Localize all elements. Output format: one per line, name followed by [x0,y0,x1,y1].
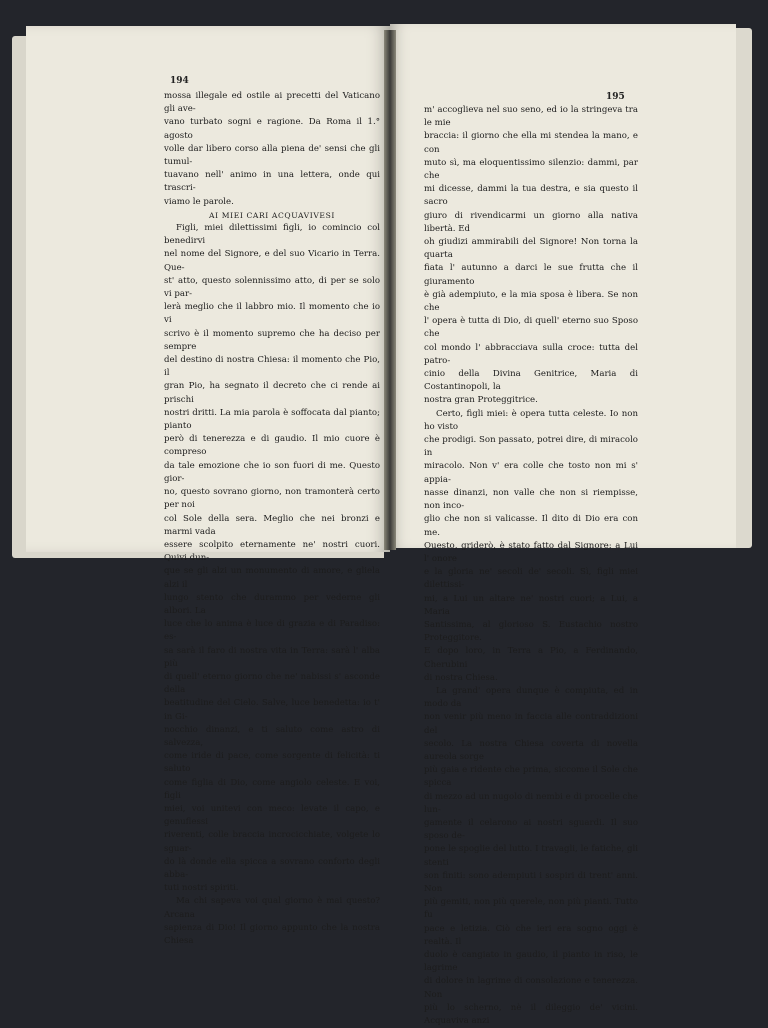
text-line: sa sarà il faro di nostra vita in Terra: sarà l' alba più [164,645,380,669]
text-line: nostri dritti. La mia parola è soffocata dal pianto; pianto [164,407,380,432]
text-line: come figlia di Dio, come angiolo celeste. E voi, figli [164,777,380,801]
text-line: sapienza di Dio! Il giorno appunto che la nostra Chiesa [164,922,380,946]
text-line: essere scolpito eternamente ne' nostri cuori. Quivi dun- [164,539,380,564]
text-line: miei, voi unitevi con meco: levate il capo, e genuflessi [164,803,380,828]
text-line: giuro di rivendicarmi un giorno alla nativa libertà. Ed [424,210,638,234]
right-page-number: 195 [606,92,625,102]
text-line: col mondo l' abbracciava sulla croce: tutta del patro- [424,342,638,366]
text-line: beatitudine del Cielo. Salve, luce benedetta: io t' in Gi- [164,698,380,722]
book-gutter [384,30,396,550]
text-line: l' opera è tutta di Dio, di quell' eterno suo Sposo che [424,316,638,340]
text-line: nel nome del Signore, e del suo Vicario in Terra. Que- [164,249,380,273]
text-line: riverenti, colle braccia incrocicchiate, volgete lo sguar- [164,830,380,854]
text-line: muto sì, ma eloquentissimo silenzio: dammi, par che [424,157,638,182]
text-line: lerà meglio che il labbro mio. Il momento che io vi [164,302,380,326]
text-line: Figli, miei dilettissimi figli, io comincio col benedirvi [164,223,380,247]
text-line: miracolo. Non v' era colle che tosto non mi s' appia- [424,461,638,485]
text-line: nasse dinanzi, non valle che non si riempisse, non inco- [424,487,638,512]
text-line: Certo, figli miei: è opera tutta celeste. Io non ho visto [424,408,638,432]
text-line: col Sole della sera. Meglio che nei bronzi e marmi vada [164,513,380,537]
left-page-text [164,90,380,948]
text-line: di quell' eterno giorno che ne' nabissi s' asconde della [164,671,380,696]
text-line: fiata l' autunno a darci le sue frutta che il giuramento [424,263,638,287]
open-book [12,22,752,1027]
text-line: scrivo è il momento supremo che ha deciso per sempre [164,328,380,352]
text-line: più gemiti, non più querele, non più pianti. Tutto fu [424,897,638,921]
text-line: di nostra Chiesa. [424,672,498,683]
text-line: m' accoglieva nel suo seno, ed io la stringeva tra le mie [424,105,638,129]
text-line: più gaia e ridente che prima, siccome il Sole che spicca [424,765,638,789]
text-line: braccia: il giorno che ella mi stendea la mano, e con [424,131,638,155]
text-line: La grand' opera dunque è compiuta, ed in modo da [424,685,638,710]
text-line: che prodigi. Son passato, potrei dire, di miracolo in [424,435,638,459]
text-line: come iride di pace, come sorgente di felicità: ti saluto [164,751,380,775]
text-line: non venir più meno in faccia alle contraddizioni del [424,712,638,736]
text-line: glio che non si valicasse. Il dito di Dio era con me. [424,514,638,538]
text-line: pace e letizia. Ciò che ieri era sogno oggi è realtà. Il [424,923,638,947]
text-line: no, questo sovrano giorno, non tramonterà certo per noi [164,487,380,511]
text-line: duolo è cangiato in gaudio, il pianto in riso, le lagrime [424,950,638,974]
text-line: cinio della Divina Genitrice, Maria di Costantinopoli, la [424,369,638,393]
right-page [390,24,736,1027]
text-line: più lo scherno, nè il dileggio de' vicini. Acquaviva anzi [424,1002,638,1027]
text-line: però di tenerezza e di gaudio. Il mio cuore è compreso [164,434,380,458]
text-line: da tale emozione che io son fuori di me. Questo gior- [164,460,380,484]
text-line: e la gloria ne' secoli de' secoli. Sì, figli miei dilettissi- [424,567,638,591]
text-line: gamente il celarono ai nostri sguardi. Il suo sposo de- [424,817,638,842]
left-page [26,26,390,946]
text-line: oh giudizi ammirabili del Signore! Non torna la quarta [424,237,638,261]
text-line: luce che lo anima è luce di grazia e di Paradiso: es- [164,619,380,643]
intro-line: volle dar libero corso alla piena de' sensi che gli tumul- [164,143,380,168]
text-line: mi dicesse, dammi la tua destra, e sia questo il sacro [424,184,638,208]
text-line: nocchio dinanzi, e ti saluto come astro di salvezza, [164,724,380,748]
text-line: pone le spoglie del lutto. I travagli, le fatiche, gli stenti [424,844,638,868]
intro-line: viamo le parole. [164,196,234,207]
text-line: Ma chi sapeva voi qual giorno è mai questo? Arcana [164,896,380,920]
text-line: E dopo loro, in Terra a Pio, a Ferdinando, Cherubini [424,646,638,670]
text-line: di dolore in lagrime di consolazione e tenerezza. Non [424,976,638,1000]
intro-line: vano turbato sogni e ragione. Da Roma il 1.° agosto [164,117,380,141]
text-line: do là donde ella spicca a sovrano conforto degli abba- [164,856,380,880]
text-line: son finiti: sono adempiuti i sospiri di trent' anni. Non [424,870,638,894]
text-line: st' atto, questo solennissimo atto, di per se solo vi par- [164,275,380,300]
intro-line: mossa illegale ed ostile ai precetti del Vaticano gli ave- [164,91,380,115]
text-line: que se gli alzi un monumento di amore, e gliela alzi il [164,566,380,590]
text-line: del destino di nostra Chiesa: il momento che Pio, il [164,355,380,379]
letter-heading: AI MIEI CARI ACQUAVIVESI [209,210,335,220]
text-line: gran Pio, ha segnato il decreto che ci rende ai prischi [164,381,380,405]
text-line: secolo. La nostra Chiesa coverta di novella aureola sorge [424,738,638,762]
text-line: Santissima, al glorioso S. Eustachio nostro Proteggitore. [424,619,638,644]
left-page-number: 194 [170,76,189,86]
text-line: mi, a Lui un altare ne' nostri cuori; a Lui, a Maria [424,593,638,617]
text-line: Questo, griderò, è stato fatto dal Signore: a Lui l' onore [424,540,638,564]
text-line: è già adempiuto, e la mia sposa è libera. Se non che [424,289,638,314]
text-line: tuti nostri spiriti. [164,883,239,894]
right-page-text [424,104,638,1028]
text-line: lungo stento che durammo per vederne gli albori. La [164,592,380,616]
text-line: nostra gran Proteggitrice. [424,395,538,406]
text-line: di mezzo ad un nugolo di nembi e di procelle che lun- [424,791,638,815]
intro-line: tuavano nell' animo in una lettera, onde qui trascri- [164,170,380,194]
